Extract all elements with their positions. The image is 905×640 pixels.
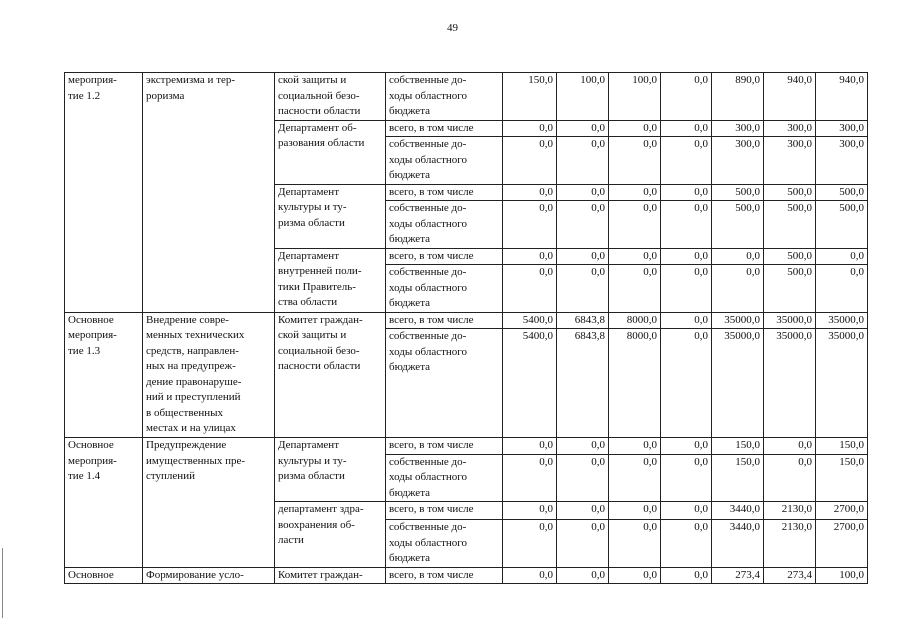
value-cell: 0,0 xyxy=(609,520,661,568)
value-cell: 0,0 xyxy=(557,454,609,502)
value-cell: 500,0 xyxy=(764,184,816,201)
value-cell: 273,4 xyxy=(764,567,816,584)
value-cell: 273,4 xyxy=(712,567,764,584)
value-cell: 500,0 xyxy=(764,248,816,265)
value-cell: 8000,0 xyxy=(609,329,661,438)
value-cell: 0,0 xyxy=(609,201,661,249)
value-cell: 5400,0 xyxy=(503,312,557,329)
value-cell: 0,0 xyxy=(557,567,609,584)
value-cell: 500,0 xyxy=(764,201,816,249)
value-cell: 0,0 xyxy=(661,120,712,137)
value-cell: 0,0 xyxy=(557,184,609,201)
value-cell: 0,0 xyxy=(661,248,712,265)
source-cell: собственные до- ходы областного бюджета xyxy=(386,137,503,185)
value-cell: 0,0 xyxy=(557,265,609,313)
executor-cell: Департамент культуры и ту- ризма области xyxy=(275,184,386,248)
value-cell: 35000,0 xyxy=(712,312,764,329)
value-cell: 100,0 xyxy=(609,73,661,121)
value-cell: 0,0 xyxy=(816,265,868,313)
value-cell: 2130,0 xyxy=(764,520,816,568)
description-cell: Внедрение совре- менных технических средств, направлен- ных на предупреж- дение правонаруше- ний и преступлений в общественных местах и на улицах xyxy=(143,312,275,438)
value-cell: 0,0 xyxy=(661,73,712,121)
description-cell: экстремизма и тер- роризма xyxy=(143,73,275,313)
source-cell: всего, в том числе xyxy=(386,312,503,329)
value-cell: 0,0 xyxy=(557,520,609,568)
source-cell: собственные до- ходы областного бюджета xyxy=(386,329,503,438)
measure-cell: Основное xyxy=(65,567,143,584)
value-cell: 0,0 xyxy=(503,184,557,201)
value-cell: 500,0 xyxy=(816,201,868,249)
table-row xyxy=(65,567,868,584)
value-cell: 0,0 xyxy=(503,120,557,137)
source-cell: всего, в том числе xyxy=(386,120,503,137)
value-cell: 35000,0 xyxy=(764,312,816,329)
value-cell: 500,0 xyxy=(712,201,764,249)
budget-table xyxy=(64,72,868,584)
source-cell: всего, в том числе xyxy=(386,438,503,455)
source-cell: собственные до- ходы областного бюджета xyxy=(386,520,503,568)
page-number: 49 xyxy=(447,22,458,34)
executor-cell: Департамент внутренней поли- тики Правитель- ства области xyxy=(275,248,386,312)
value-cell: 0,0 xyxy=(609,120,661,137)
value-cell: 3440,0 xyxy=(712,502,764,520)
measure-cell: Основное мероприя- тие 1.3 xyxy=(65,312,143,438)
value-cell: 890,0 xyxy=(712,73,764,121)
value-cell: 6843,8 xyxy=(557,312,609,329)
value-cell: 0,0 xyxy=(609,438,661,455)
value-cell: 0,0 xyxy=(503,137,557,185)
value-cell: 0,0 xyxy=(557,438,609,455)
description-cell: Формирование усло- xyxy=(143,567,275,584)
table-row xyxy=(65,73,868,121)
value-cell: 0,0 xyxy=(503,567,557,584)
value-cell: 940,0 xyxy=(764,73,816,121)
value-cell: 940,0 xyxy=(816,73,868,121)
source-cell: всего, в том числе xyxy=(386,248,503,265)
value-cell: 0,0 xyxy=(661,184,712,201)
executor-cell: Департамент об- разования области xyxy=(275,120,386,184)
value-cell: 0,0 xyxy=(661,201,712,249)
value-cell: 300,0 xyxy=(712,120,764,137)
value-cell: 0,0 xyxy=(503,265,557,313)
value-cell: 150,0 xyxy=(816,438,868,455)
value-cell: 0,0 xyxy=(764,454,816,502)
value-cell: 0,0 xyxy=(609,265,661,313)
source-cell: собственные до- ходы областного бюджета xyxy=(386,454,503,502)
value-cell: 2130,0 xyxy=(764,502,816,520)
value-cell: 0,0 xyxy=(503,454,557,502)
value-cell: 0,0 xyxy=(503,201,557,249)
value-cell: 500,0 xyxy=(816,184,868,201)
value-cell: 0,0 xyxy=(609,502,661,520)
executor-cell: Комитет граждан- xyxy=(275,567,386,584)
value-cell: 2700,0 xyxy=(816,502,868,520)
value-cell: 0,0 xyxy=(661,137,712,185)
executor-cell: ской защиты и социальной безо- пасности области xyxy=(275,73,386,121)
value-cell: 150,0 xyxy=(712,438,764,455)
value-cell: 150,0 xyxy=(712,454,764,502)
value-cell: 300,0 xyxy=(764,137,816,185)
value-cell: 0,0 xyxy=(609,454,661,502)
value-cell: 0,0 xyxy=(816,248,868,265)
measure-cell: мероприя- тие 1.2 xyxy=(65,73,143,313)
value-cell: 0,0 xyxy=(712,248,764,265)
value-cell: 0,0 xyxy=(661,438,712,455)
table-row xyxy=(65,438,868,455)
value-cell: 0,0 xyxy=(557,137,609,185)
value-cell: 35000,0 xyxy=(764,329,816,438)
source-cell: всего, в том числе xyxy=(386,184,503,201)
value-cell: 5400,0 xyxy=(503,329,557,438)
value-cell: 35000,0 xyxy=(712,329,764,438)
value-cell: 0,0 xyxy=(661,567,712,584)
value-cell: 0,0 xyxy=(764,438,816,455)
source-cell: собственные до- ходы областного бюджета xyxy=(386,265,503,313)
value-cell: 500,0 xyxy=(764,265,816,313)
value-cell: 2700,0 xyxy=(816,520,868,568)
value-cell: 500,0 xyxy=(712,184,764,201)
source-cell: всего, в том числе xyxy=(386,567,503,584)
value-cell: 0,0 xyxy=(661,265,712,313)
source-cell: собственные до- ходы областного бюджета xyxy=(386,201,503,249)
value-cell: 0,0 xyxy=(661,520,712,568)
value-cell: 6843,8 xyxy=(557,329,609,438)
value-cell: 0,0 xyxy=(503,248,557,265)
value-cell: 100,0 xyxy=(816,567,868,584)
value-cell: 150,0 xyxy=(816,454,868,502)
value-cell: 0,0 xyxy=(661,454,712,502)
value-cell: 0,0 xyxy=(557,248,609,265)
value-cell: 3440,0 xyxy=(712,520,764,568)
value-cell: 300,0 xyxy=(764,120,816,137)
value-cell: 150,0 xyxy=(503,73,557,121)
value-cell: 300,0 xyxy=(712,137,764,185)
value-cell: 0,0 xyxy=(661,502,712,520)
value-cell: 0,0 xyxy=(557,502,609,520)
value-cell: 0,0 xyxy=(661,329,712,438)
value-cell: 300,0 xyxy=(816,137,868,185)
value-cell: 0,0 xyxy=(609,137,661,185)
executor-cell: Комитет граждан- ской защиты и социальной безо- пасности области xyxy=(275,312,386,438)
description-cell: Предупреждение имущественных пре- ступлений xyxy=(143,438,275,568)
table-row xyxy=(65,312,868,329)
executor-cell: Департамент культуры и ту- ризма области xyxy=(275,438,386,502)
value-cell: 0,0 xyxy=(557,201,609,249)
value-cell: 0,0 xyxy=(609,567,661,584)
value-cell: 0,0 xyxy=(503,502,557,520)
scan-edge xyxy=(2,548,3,618)
value-cell: 0,0 xyxy=(712,265,764,313)
value-cell: 0,0 xyxy=(557,120,609,137)
measure-cell: Основное мероприя- тие 1.4 xyxy=(65,438,143,568)
executor-cell: департамент здра- воохранения об- ласти xyxy=(275,502,386,568)
value-cell: 300,0 xyxy=(816,120,868,137)
value-cell: 0,0 xyxy=(503,520,557,568)
value-cell: 35000,0 xyxy=(816,312,868,329)
value-cell: 0,0 xyxy=(661,312,712,329)
value-cell: 0,0 xyxy=(609,248,661,265)
source-cell: собственные до- ходы областного бюджета xyxy=(386,73,503,121)
value-cell: 0,0 xyxy=(609,184,661,201)
value-cell: 35000,0 xyxy=(816,329,868,438)
value-cell: 8000,0 xyxy=(609,312,661,329)
source-cell: всего, в том числе xyxy=(386,502,503,520)
value-cell: 0,0 xyxy=(503,438,557,455)
value-cell: 100,0 xyxy=(557,73,609,121)
